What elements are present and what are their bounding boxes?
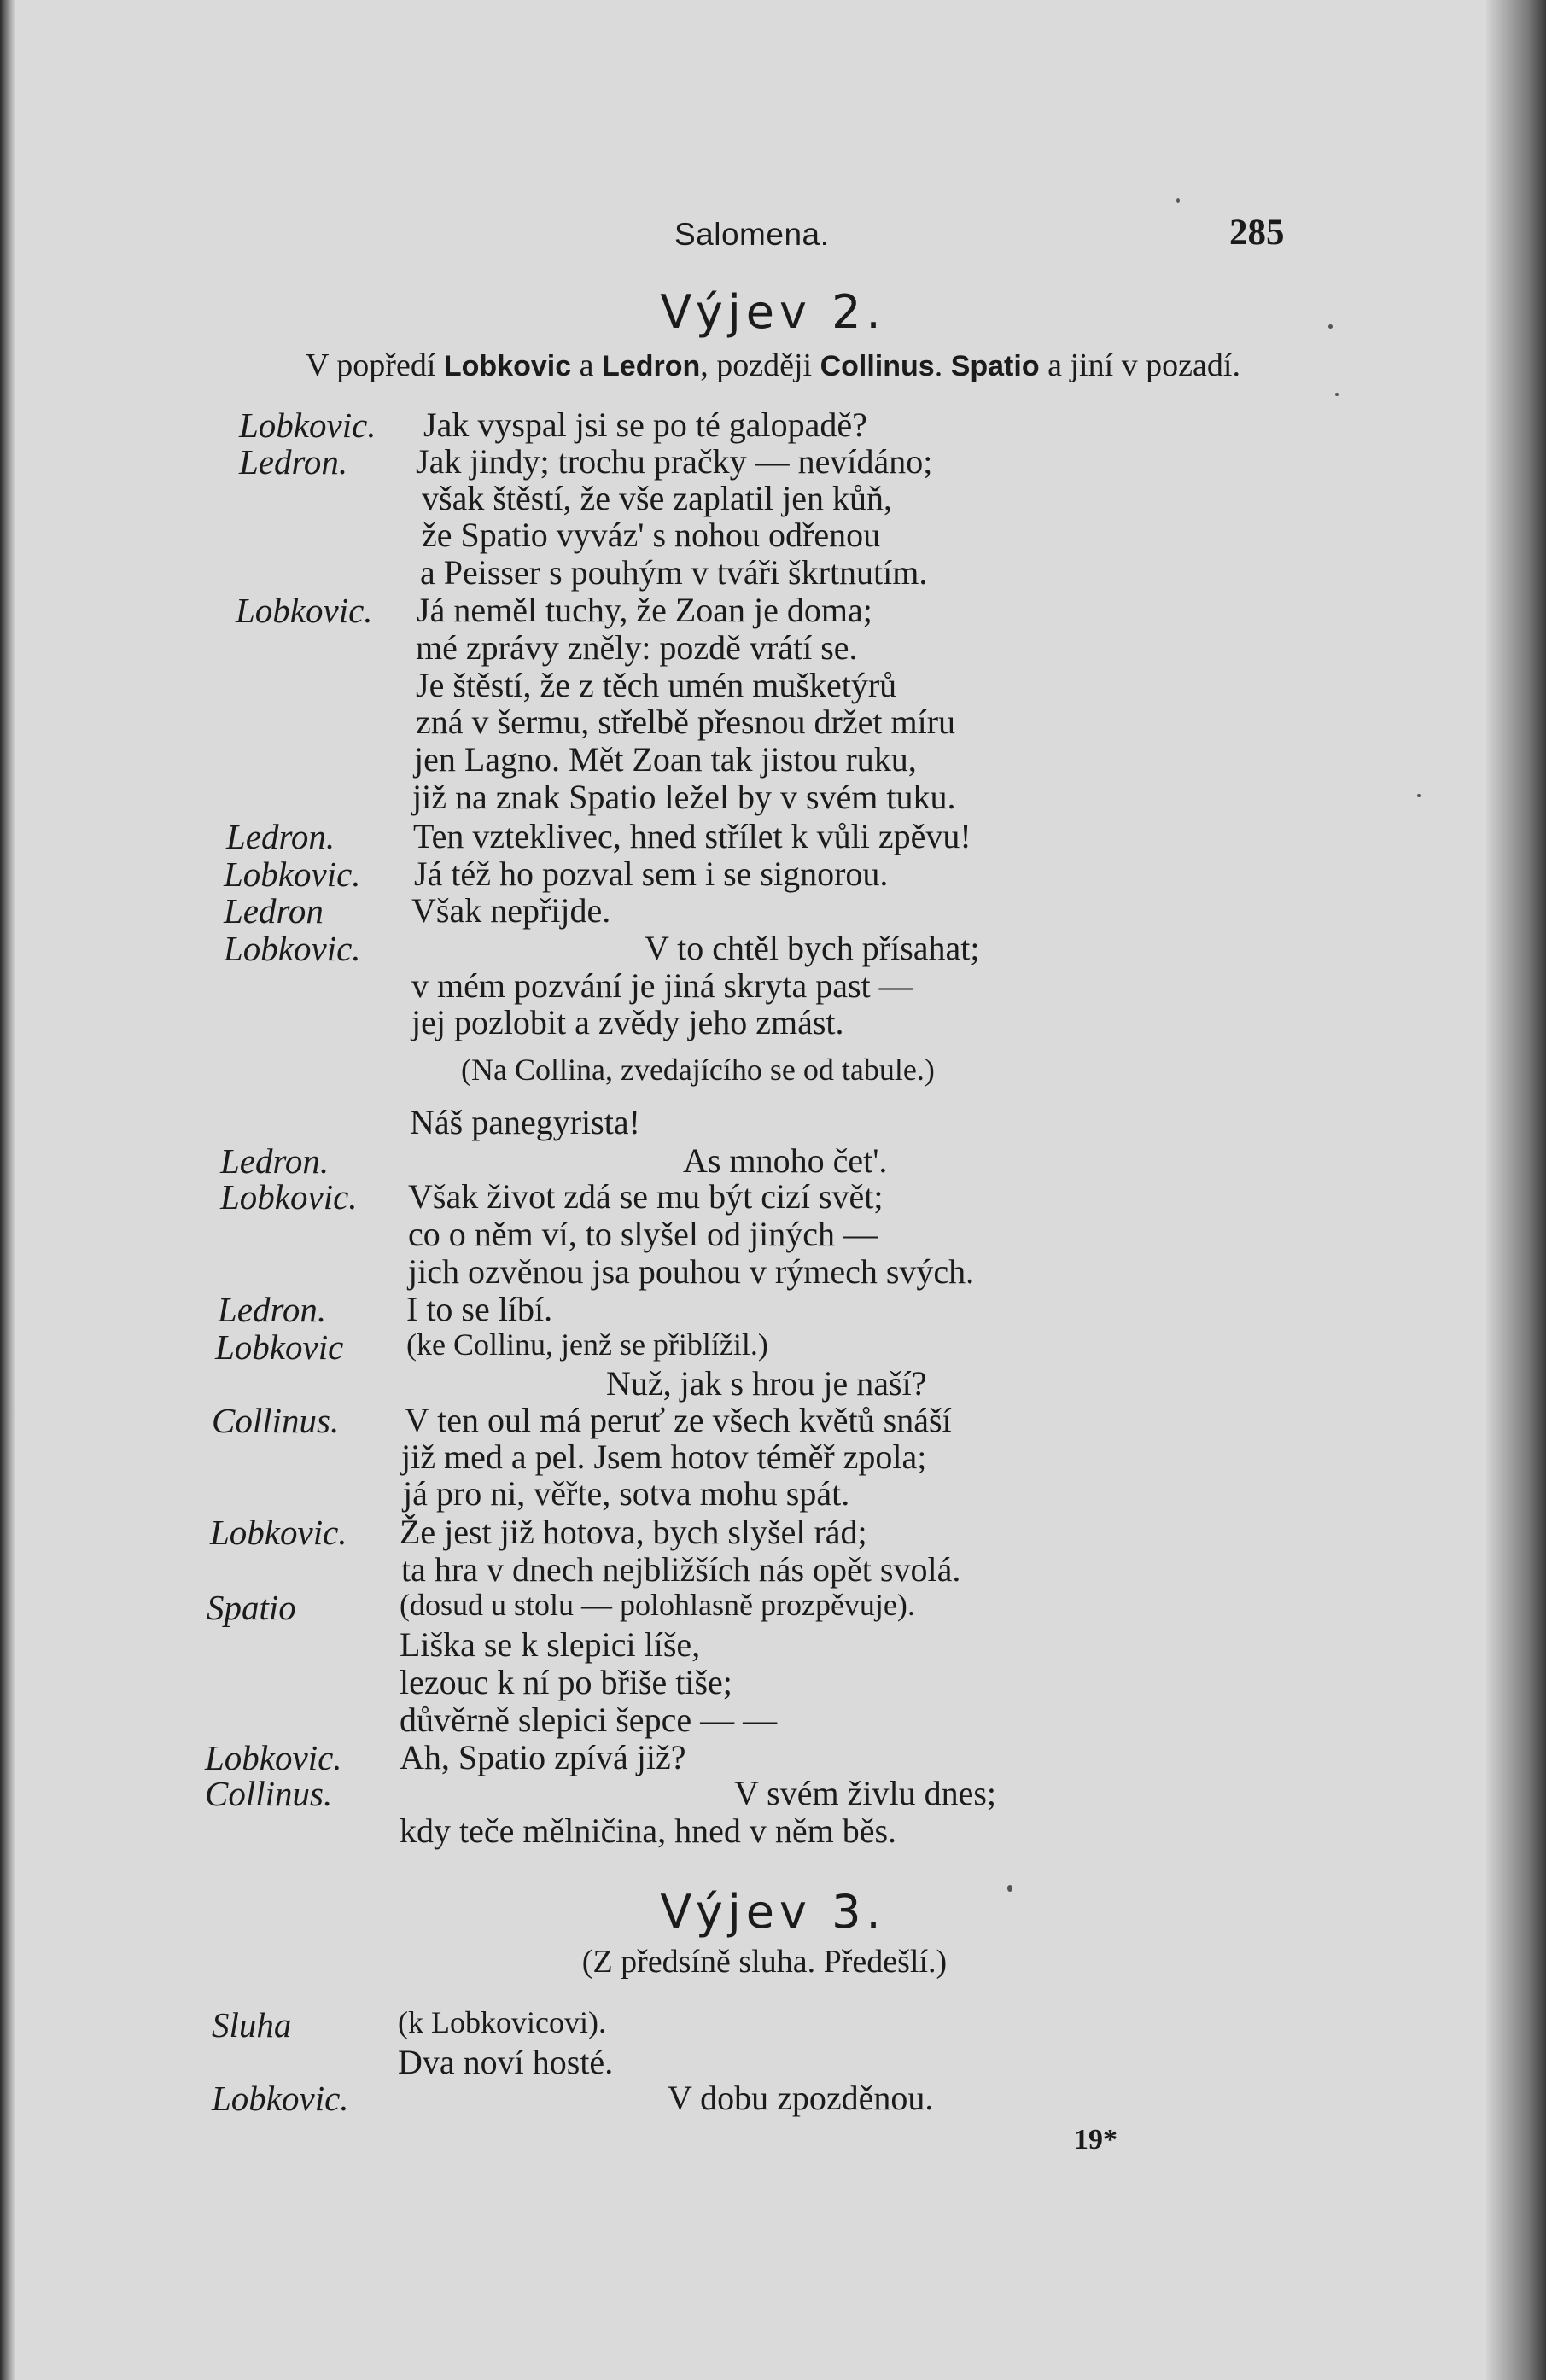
dialogue-line — [0, 1737, 1546, 1776]
verse-line: V svém živlu dnes; — [734, 1774, 997, 1812]
verse-line: Však nepřijde. — [411, 891, 611, 930]
verse-line: již med a pel. Jsem hotov téměř zpola; — [401, 1438, 927, 1476]
speaker-name: Lobkovic. — [205, 1738, 342, 1777]
dialogue-line — [0, 515, 1546, 554]
verse-line: a Peisser s pouhým v tváři škrtnutím. — [420, 553, 928, 592]
speaker-name: Ledron. — [226, 817, 335, 856]
speaker-name: Ledron. — [239, 442, 348, 481]
verse-line: Liška se k slepici líše, — [400, 1625, 701, 1664]
speck — [1176, 198, 1180, 203]
dialogue-line — [0, 1214, 1546, 1253]
verse-line: však štěstí, že vše zaplatil jen kůň, — [422, 479, 892, 517]
speaker-name: Sluha — [212, 2005, 292, 2045]
verse-line: Však život zdá se mu být cizí svět; — [408, 1177, 884, 1216]
verse-line: V to chtěl bych přísahat; — [645, 929, 980, 967]
speaker-name: Spatio — [207, 1588, 296, 1627]
dialogue-line — [0, 1002, 1546, 1041]
dialogue-line — [0, 1700, 1546, 1739]
speaker-name: Lobkovic. — [224, 929, 361, 968]
dialogue-line — [0, 2042, 1546, 2081]
running-header — [0, 212, 1546, 263]
verse-line: V ten oul má peruť ze všech květů snáší — [405, 1401, 952, 1439]
speaker-name: Collinus. — [212, 1401, 340, 1440]
dialogue-line — [0, 1587, 1546, 1626]
stage-text: . — [934, 347, 951, 383]
dialogue-line — [0, 1289, 1546, 1328]
verse-line: Ah, Spatio zpívá již? — [400, 1738, 686, 1776]
speaker-name: Ledron — [224, 891, 324, 930]
verse-line: Že jest již hotova, bych slyšel rád; — [400, 1513, 867, 1551]
running-title: Salomena. — [674, 217, 830, 252]
verse-line: Jak vyspal jsi se po té galopadě? — [423, 405, 867, 444]
verse-line: Je štěstí, že z těch umén mušketýrů — [416, 666, 897, 704]
scene-3-stage-direction: (Z předsíně sluha. Předešlí.) — [581, 1944, 948, 1980]
dialogue-line — [0, 1473, 1546, 1513]
speck — [1417, 794, 1421, 797]
speck — [1335, 393, 1339, 396]
dialogue-line — [0, 1773, 1546, 1812]
speaker-name: Lobkovic. — [236, 591, 373, 630]
stage-character: Lobkovic — [443, 350, 572, 382]
verse-line: že Spatio vyváz' s nohou odřenou — [422, 516, 881, 554]
stage-character: Ledron — [602, 350, 701, 382]
dialogue-line — [0, 441, 1546, 481]
verse-line: mé zprávy zněly: pozdě vrátí se. — [416, 628, 858, 667]
dialogue-line — [0, 1102, 1546, 1141]
dialogue-line — [0, 1251, 1546, 1291]
stage-text: V popředí — [306, 347, 444, 383]
dialogue-line — [0, 590, 1546, 629]
dialogue-line — [0, 2078, 1546, 2117]
verse-line: Ten vzteklivec, hned střílet k vůli zpěvu! — [413, 817, 971, 855]
dialogue-line — [0, 965, 1546, 1005]
dialogue-line — [0, 1549, 1546, 1589]
verse-line: Já neměl tuchy, že Zoan je doma; — [417, 591, 872, 629]
dialogue-line — [0, 1437, 1546, 1476]
verse-line: v mém pozvání je jiná skryta past — — [411, 966, 913, 1005]
dialogue-line — [0, 1512, 1546, 1551]
verse-line: I to se líbí. — [406, 1290, 553, 1328]
dialogue-line — [0, 478, 1546, 517]
dialogue-line — [0, 1400, 1546, 1439]
verse-line: Nuž, jak s hrou je naší? — [606, 1364, 927, 1403]
verse-line: jen Lagno. Mět Zoan tak jistou ruku, — [414, 740, 917, 779]
scene-2-stage-direction — [0, 347, 1546, 384]
verse-line: jej pozlobit a zvědy jeho zmást. — [411, 1003, 844, 1041]
stage-direction-line: (Na Collina, zvedajícího se od tabule.) — [461, 1053, 935, 1087]
verse-line: ta hra v dnech nejbližších nás opět svolá. — [401, 1550, 961, 1589]
scene-3-heading: Výjev 3. — [660, 1885, 886, 1939]
dialogue-line — [0, 2004, 1546, 2044]
dialogue-line — [0, 665, 1546, 704]
dialogue-line — [0, 739, 1546, 779]
stage-direction-line: (dosud u stolu — polohlasně prozpěvuje). — [400, 1588, 915, 1622]
stage-text: a jiní v pozadí. — [1039, 347, 1240, 383]
verse-line: lezouc k ní po břiše tiše; — [400, 1663, 732, 1701]
dialogue-line — [0, 1052, 1546, 1091]
verse-line: již na znak Spatio ležel by v svém tuku. — [412, 778, 956, 816]
speaker-name: Lobkovic. — [224, 855, 361, 894]
stage-direction-line: (ke Collinu, jenž se přiblížil.) — [406, 1327, 768, 1362]
dialogue-line — [0, 816, 1546, 855]
stage-text: a — [571, 347, 603, 383]
verse-line: Jak jindy; trochu pračky — nevídáno; — [416, 442, 933, 481]
stage-direction-line: (k Lobkovicovi). — [398, 2005, 606, 2039]
stage-character: Collinus — [820, 350, 935, 382]
dialogue-line — [0, 777, 1546, 816]
dialogue-line — [0, 1140, 1546, 1180]
signature-mark: 19* — [1074, 2124, 1117, 2155]
verse-line: kdy teče mělničina, hned v něm běs. — [400, 1811, 897, 1850]
speaker-name: Lobkovic — [215, 1327, 344, 1367]
speck — [1007, 1885, 1012, 1892]
speaker-name: Ledron. — [218, 1290, 327, 1329]
dialogue-line — [0, 1811, 1546, 1850]
verse-line: Náš panegyrista! — [410, 1103, 640, 1141]
dialogue-line — [0, 1625, 1546, 1664]
speaker-name: Lobkovic. — [220, 1177, 358, 1216]
dialogue-line — [0, 702, 1546, 741]
verse-line: Já též ho pozval sem i se signorou. — [414, 855, 889, 893]
stage-text: , později — [700, 347, 820, 383]
speaker-name: Lobkovic. — [210, 1513, 347, 1552]
speaker-name: Lobkovic. — [239, 405, 376, 445]
dialogue-line — [0, 1363, 1546, 1403]
dialogue-line — [0, 1662, 1546, 1701]
verse-line: V dobu zpozděnou. — [668, 2079, 934, 2117]
speck — [1328, 324, 1333, 329]
dialogue-line — [0, 890, 1546, 930]
verse-line: důvěrně slepici šepce — — — [400, 1700, 778, 1739]
dialogue-line — [0, 1176, 1546, 1216]
stage-character: Spatio — [950, 350, 1040, 382]
dialogue-line — [0, 854, 1546, 893]
verse-line: jich ozvěnou jsa pouhou v rýmech svých. — [408, 1252, 975, 1291]
verse-line: zná v šermu, střelbě přesnou držet míru — [416, 703, 956, 741]
dialogue-line — [0, 627, 1546, 667]
page-number: 285 — [1229, 213, 1285, 253]
verse-line: já pro ni, věřte, sotva mohu spát. — [403, 1474, 850, 1513]
scene-2-heading: Výjev 2. — [660, 285, 886, 339]
dialogue-line — [0, 405, 1546, 444]
dialogue-line — [0, 1327, 1546, 1366]
speaker-name: Lobkovic. — [212, 2079, 349, 2118]
verse-line: co o něm ví, to slyšel od jiných — — [408, 1215, 878, 1253]
speaker-name: Collinus. — [205, 1774, 333, 1813]
verse-line: Dva noví hosté. — [398, 2043, 614, 2081]
speaker-name: Ledron. — [220, 1141, 330, 1181]
verse-line: As mnoho čet'. — [683, 1141, 888, 1180]
dialogue-line — [0, 928, 1546, 967]
dialogue-line — [0, 552, 1546, 592]
